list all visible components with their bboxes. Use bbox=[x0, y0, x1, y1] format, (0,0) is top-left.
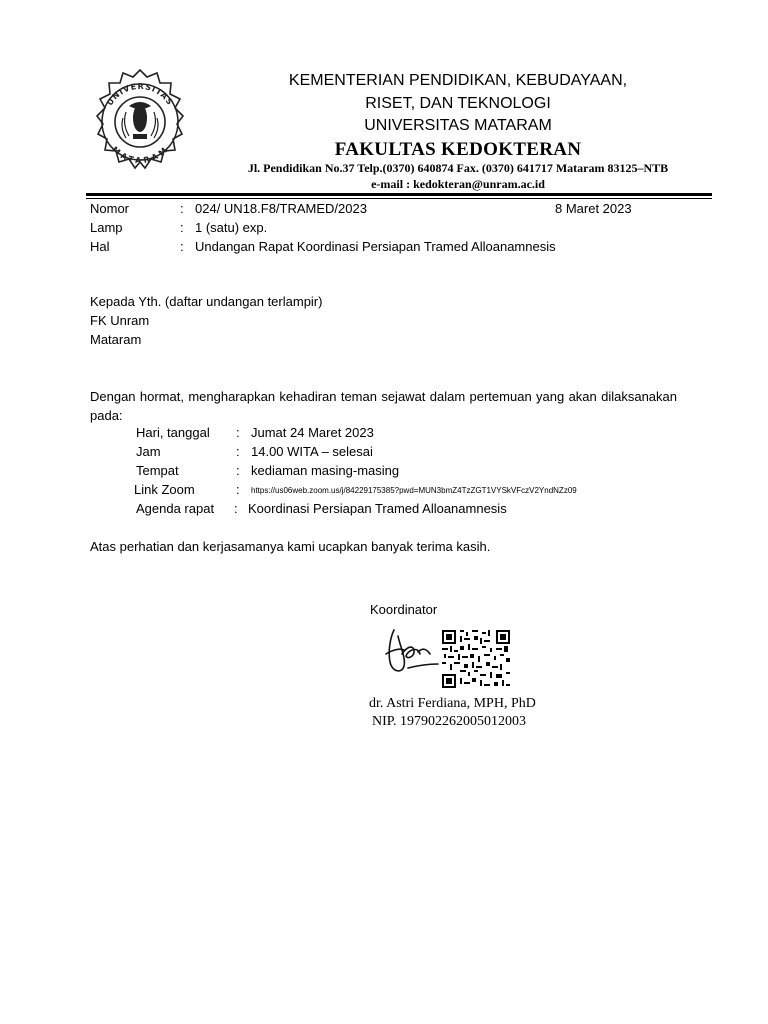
detail-label-zoom: Link Zoom bbox=[134, 482, 195, 497]
lamp-colon: : bbox=[180, 220, 184, 235]
logo-text-bottom: MATARAM bbox=[110, 144, 170, 166]
hal-colon: : bbox=[180, 239, 184, 254]
logo-text-top: UNIVERSITAS bbox=[105, 81, 175, 108]
detail-label-place: Tempat bbox=[136, 463, 179, 478]
detail-colon: : bbox=[234, 501, 238, 516]
recipient-line-2: FK Unram bbox=[90, 313, 150, 328]
opening-paragraph: Dengan hormat, mengharapkan kehadiran teman sejawat dalam pertemuan yang akan dilaksanakan pada: bbox=[90, 389, 677, 423]
header-rule-thick bbox=[86, 193, 712, 196]
signatory-name: dr. Astri Ferdiana, MPH, PhD bbox=[369, 696, 536, 711]
faculty-name: FAKULTAS KEDOKTERAN bbox=[334, 139, 582, 160]
ministry-line-2: RISET, DAN TEKNOLOGI bbox=[365, 95, 551, 112]
letter-date: 8 Maret 2023 bbox=[555, 201, 632, 216]
nomor-label: Nomor bbox=[90, 201, 130, 216]
university-name: UNIVERSITAS MATARAM bbox=[364, 117, 552, 134]
signatory-nip: NIP. 197902262005012003 bbox=[372, 714, 527, 729]
email-line bbox=[228, 177, 688, 192]
nomor-colon: : bbox=[180, 201, 184, 216]
address-line: Jl. Pendidikan No.37 Telp.(0370) 640874 Fax. (0370) 641717 Mataram 83125–NTB bbox=[247, 161, 669, 175]
detail-label-date: Hari, tanggal bbox=[136, 425, 210, 440]
detail-label-time: Jam bbox=[136, 444, 161, 459]
signatory-role: Koordinator bbox=[370, 602, 438, 617]
ministry-line-1: KEMENTERIAN PENDIDIKAN, KEBUDAYAAN, bbox=[288, 72, 628, 89]
detail-value-place: kediaman masing-masing bbox=[251, 463, 400, 478]
detail-colon: : bbox=[236, 463, 240, 478]
recipient-line-3: Mataram bbox=[90, 332, 142, 347]
detail-colon: : bbox=[236, 425, 240, 440]
detail-value-agenda: Koordinasi Persiapan Tramed Alloanamnesis bbox=[248, 501, 507, 516]
header-rule-thin bbox=[86, 198, 712, 199]
university-logo bbox=[93, 68, 187, 176]
recipient-line-1: Kepada Yth. (daftar undangan terlampir) bbox=[90, 294, 323, 309]
zoom-link[interactable]: https://us06web.zoom.us/j/84229175385?pwd=MUN3bmZ4TzZGT1VYSkVFczV2YndNZz09 bbox=[251, 486, 577, 495]
lamp-value: 1 (satu) exp. bbox=[195, 220, 268, 235]
detail-value-time: 14.00 WITA – selesai bbox=[251, 444, 373, 459]
nomor-value: 024/ UN18.F8/TRAMED/2023 bbox=[195, 201, 367, 216]
email-label: e-mail : bbox=[371, 177, 411, 191]
email-address: kedokteran@unram.ac.id bbox=[413, 177, 545, 191]
detail-colon: : bbox=[236, 444, 240, 459]
lamp-label: Lamp bbox=[90, 220, 123, 235]
detail-label-agenda: Agenda rapat bbox=[136, 501, 215, 516]
closing-paragraph: Atas perhatian dan kerjasamanya kami ucapkan banyak terima kasih. bbox=[90, 539, 491, 554]
handwritten-signature bbox=[378, 624, 440, 680]
qr-code bbox=[440, 628, 512, 690]
hal-label: Hal bbox=[90, 239, 110, 254]
detail-value-date: Jumat 24 Maret 2023 bbox=[251, 425, 374, 440]
hal-value: Undangan Rapat Koordinasi Persiapan Tramed Alloanamnesis bbox=[195, 239, 556, 254]
detail-colon: : bbox=[236, 482, 240, 497]
